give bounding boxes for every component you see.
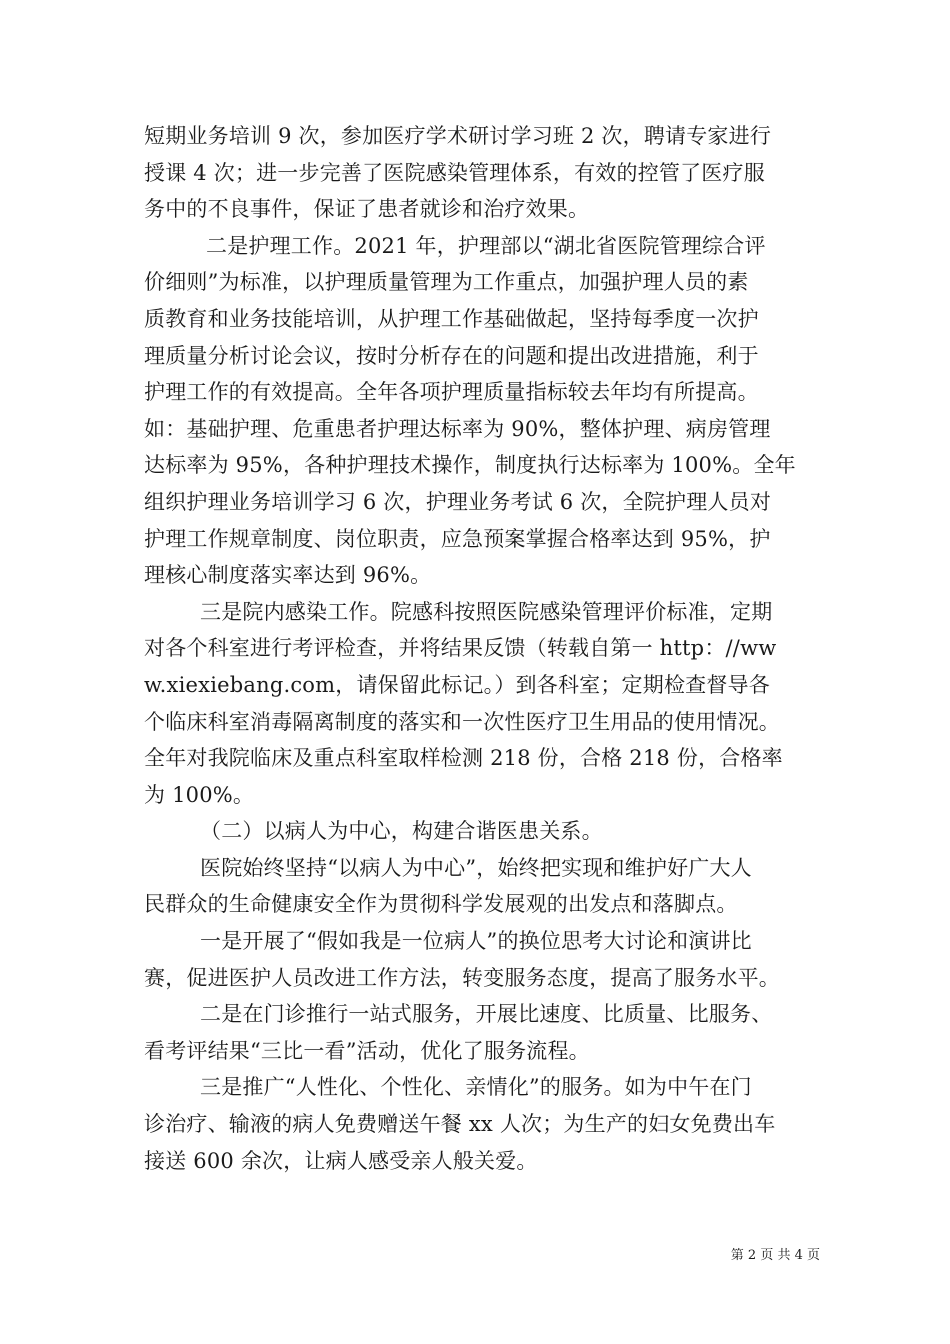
paragraph-start-line: 一是开展了“假如我是一位病人”的换位思考大讨论和演讲比 [200,929,752,954]
paragraph-start-line: 二是在门诊推行一站式服务，开展比速度、比质量、比服务、 [200,1002,773,1027]
text-line: 价细则”为标准，以护理质量管理为工作重点，加强护理人员的素 [144,270,749,295]
text-line: 全年对我院临床及重点科室取样检测 218 份，合格 218 份，合格率 [144,746,783,771]
page-number: 第 2 页 共 4 页 [730,1248,820,1263]
text-line: 理质量分析讨论会议，按时分析存在的问题和提出改进措施，利于 [144,343,759,368]
text-line: 短期业务培训 9 次，参加医疗学术研讨学习班 2 次，聘请专家进行 [144,124,772,148]
text-line: 赛，促进医护人员改进工作方法，转变服务态度，提高了服务水平。 [144,965,780,990]
text-line: 诊治疗、输液的病人免费赠送午餐 xx 人次；为生产的妇女免费出车 [144,1112,776,1137]
text-line: 为 100%。 [144,782,255,807]
text-line: 达标率为 95%，各种护理技术操作，制度执行达标率为 100%。全年 [144,453,796,478]
document-body [144,118,824,1179]
text-line: 护理工作的有效提高。全年各项护理质量指标较去年均有所提高。 [144,380,759,405]
paragraph-start-line: 三是院内感染工作。院感科按照医院感染管理评价标准，定期 [200,599,773,624]
text-line: 个临床科室消毒隔离制度的落实和一次性医疗卫生用品的使用情况。 [144,709,780,734]
text-line: 理核心制度落实率达到 96%。 [144,563,432,588]
paragraph-start-line: 三是推广“人性化、个性化、亲情化”的服务。如为中午在门 [200,1075,752,1100]
text-line: 对各个科室进行考评检查，并将结果反馈（转载自第一 http：//ww [144,636,777,661]
text-line: w.xiexiebang.com，请保留此标记。）到各科室；定期检查督导各 [144,672,770,697]
section-heading: （二）以病人为中心，构建合谐医患关系。 [200,819,603,844]
text-line: 授课 4 次；进一步完善了医院感染管理体系，有效的控管了医疗服 [144,160,765,185]
text-line: 民群众的生命健康安全作为贯彻科学发展观的出发点和落脚点。 [144,892,738,917]
text-line: 接送 600 余次，让病人感受亲人般关爱。 [144,1148,538,1173]
text-line: 护理工作规章制度、岗位职责，应急预案掌握合格率达到 95%，护 [144,526,771,551]
paragraph-start-line: 医院始终坚持“以病人为中心”，始终把实现和维护好广大人 [200,855,752,880]
text-line: 看考评结果“三比一看”活动，优化了服务流程。 [144,1038,590,1063]
text-line: 务中的不良事件，保证了患者就诊和治疗效果。 [144,197,590,222]
text-line: 质教育和业务技能培训，从护理工作基础做起，坚持每季度一次护 [144,306,759,331]
text-line: 组织护理业务培训学习 6 次，护理业务考试 6 次，全院护理人员对 [144,489,772,514]
paragraph-start-line: 二是护理工作。2021 年，护理部以“湖北省医院管理综合评 [206,233,766,258]
text-line: 如：基础护理、危重患者护理达标率为 90%，整体护理、病房管理 [144,416,771,441]
